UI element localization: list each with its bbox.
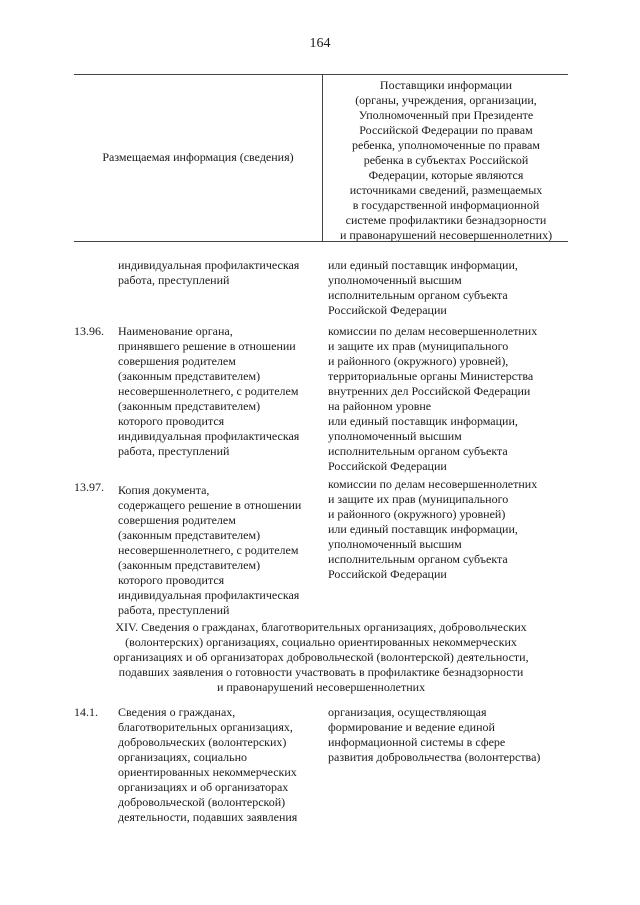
row-info: Копия документа, содержащего решение в отношении совершения родителем (законным представителем) несовершеннолетнего, с родителем (законным представителем) которого проводится индивидуальная профилактическая работа, преступлений (118, 483, 302, 617)
row-providers: организация, осуществляющая формирование и ведение единой информационной системы в сфере развития добровольчества (волонтерства) (328, 705, 541, 764)
row-info: Наименование органа, принявшего решение в отношении совершения родителем (законным представителем) несовершеннолетнего, с родителем (законным представителем) которого проводится индивидуальная профилактическая работа, преступлений (118, 324, 300, 458)
page-number: 164 (309, 36, 331, 51)
row-providers: комиссии по делам несовершеннолетних и защите их прав (муниципального и районного (окружного) уровней) или единый поставщик информации, уполномоченный высшим исполнительным органом субъекта Российской Федерации (328, 477, 538, 581)
row-number: 13.96. (74, 324, 104, 338)
row-number: 13.97. (74, 480, 104, 494)
table-header-bottom-rule (74, 241, 568, 242)
table-top-rule (74, 74, 568, 75)
table-header-divider (322, 74, 323, 241)
row-providers: или единый поставщик информации, уполномоченный высшим исполнительным органом субъекта Российской Федерации (328, 258, 518, 317)
row-number: 14.1. (74, 705, 98, 719)
row-providers: комиссии по делам несовершеннолетних и защите их прав (муниципального и районного (окружного) уровней), территориальные органы Министерства внутренних дел Российской Федерации на районном уровне или единый поставщик информации, уполномоченный высшим исполнительным органом субъекта Российской Федерации (328, 324, 538, 473)
column-header-info: Размещаемая информация (сведения) (102, 150, 294, 164)
row-info: индивидуальная профилактическая работа, преступлений (118, 258, 300, 287)
row-info: Сведения о гражданах, благотворительных организациях, добровольческих (волонтерских) организациях, социально ориентированных некоммерческих организациях и об организаторах добровольческой (волонтерской) деятельности, подавших заявления (118, 705, 298, 824)
column-header-providers: Поставщики информации (органы, учреждения, организации, Уполномоченный при Президенте Российской Федерации по правам ребенка, уполномоченные по правам ребенка в субъектах Российской Федерации, которые являются источниками сведений, размещаемых в государственной информационной системе профилактики безнадзорности и правонарушений несовершеннолетних) (339, 78, 553, 242)
section-title: XIV. Сведения о гражданах, благотворительных организациях, добровольческих (волонтерских) организациях, социально ориентированных некоммерческих организациях и об организаторах добровольческой (волонтерской) деятельности, подавших заявления о готовности участвовать в профилактике безнадзорности и правонарушений несовершеннолетних (113, 620, 529, 694)
